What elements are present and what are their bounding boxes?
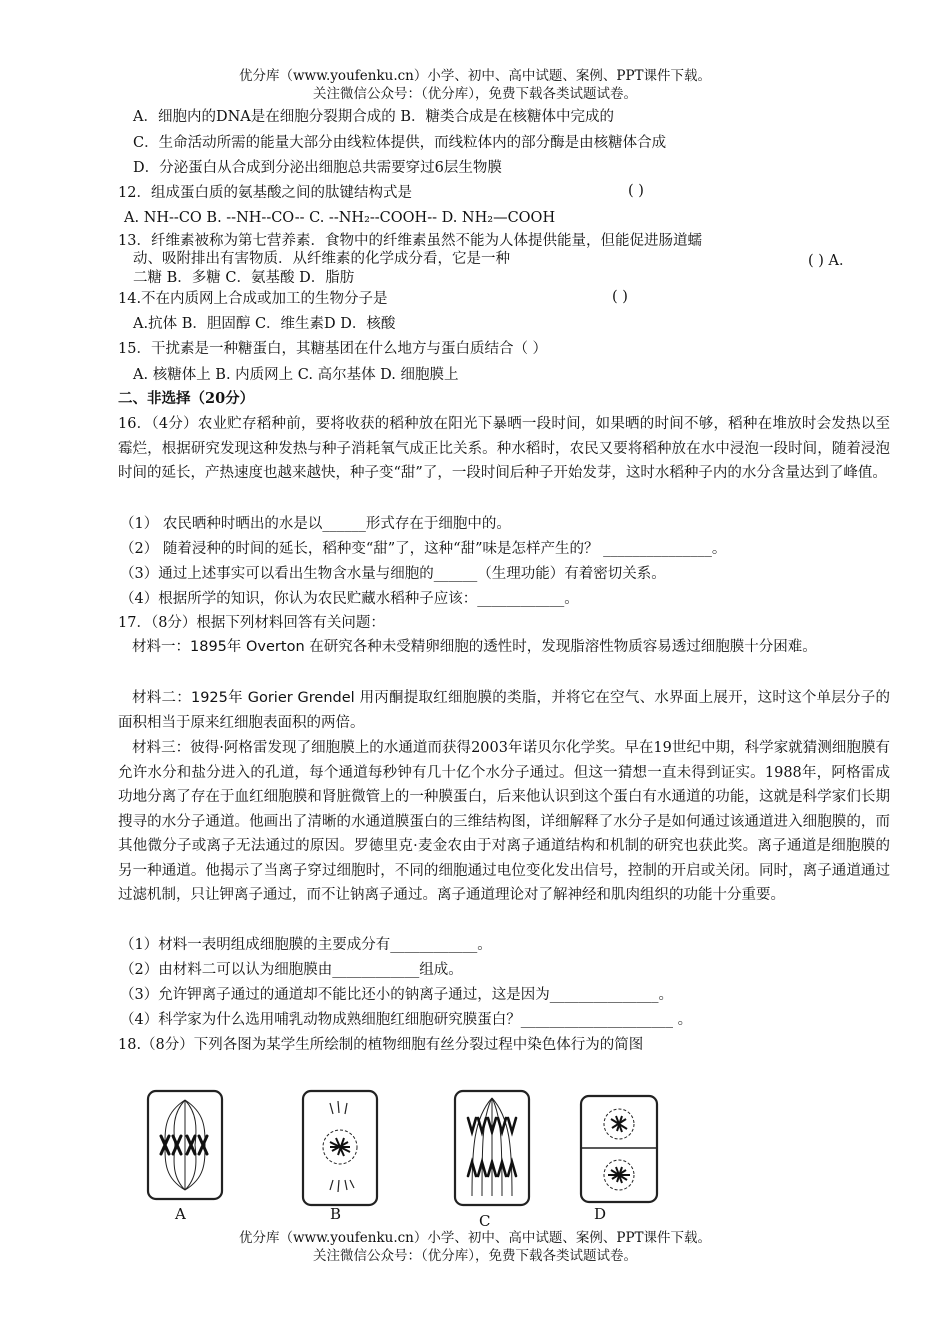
page-footer-line2: 关注微信公众号：（优分库），免费下载各类试题试卷。 xyxy=(313,1248,637,1264)
q12-stem: 12．组成蛋白质的氨基酸之间的肽键结构式是 xyxy=(118,185,412,201)
section-title-nonchoice: 二、非选择（20分） xyxy=(118,390,255,407)
q14-answer-paren: ( ) xyxy=(612,289,628,305)
q14-options: A.抗体 B．胆固醇 C．维生素D D．核酸 xyxy=(133,316,396,332)
q16-subquestion-2: （2） 随着浸种的时间的延长，稻种变“甜”了，这种“甜”味是怎样产生的？ _______________。 xyxy=(120,541,727,557)
q16-stem: 16．（4分）农业贮存稻种前，要将收获的稻种放在阳光下暴晒一段时间，如果晒的时间不够，稻种在堆放时会发热以至霉烂，根据研究发现这种发热与种子消耗氧气成正比关系。种水稻时，农民又要将稻种放在水中浸泡一段时间，随着浸泡时间的延长，产热速度也越来越快，种子变“甜”了，一段时间后种子开始发芽，这时水稻种子内的水分含量达到了峰值。 xyxy=(118,416,890,481)
q17-material-1-prefix: 材料一： xyxy=(132,639,190,655)
q12-options: A. NH--CO B. --NH--CO-- C. --NH₂--COOH-- D. NH₂—COOH xyxy=(124,210,556,226)
q13-answer-paren: ( ) A． xyxy=(808,253,854,269)
q17-material-2-prefix: 材料二： xyxy=(132,690,191,706)
q16-subquestion-3: （3）通过上述事实可以看出生物含水量与细胞的______（生理功能）有着密切关系。 xyxy=(120,566,666,582)
figure-cell-d xyxy=(578,1093,660,1205)
q17-material-2 xyxy=(118,686,890,735)
figure-label-b: B xyxy=(330,1205,342,1223)
q17-material-2-year: 1925 xyxy=(190,690,228,706)
figure-cell-b xyxy=(300,1088,380,1208)
q13-stem-line2: 动、吸附排出有害物质．从纤维素的化学成分看，它是一种 xyxy=(133,251,510,267)
q17-material-1 xyxy=(118,635,890,660)
figure-label-c: C xyxy=(479,1212,491,1230)
q15-options: A. 核糖体上 B. 内质网上 C. 高尔基体 D. 细胞膜上 xyxy=(133,367,459,383)
q18-stem: 18.（8分）下列各图为某学生所绘制的植物细胞有丝分裂过程中染色体行为的简图 xyxy=(118,1037,644,1053)
figure-cell-a xyxy=(145,1088,225,1203)
page-header-line1: 优分库（www.youfenku.cn）小学、初中、高中试题、案例、PPT课件下载。 xyxy=(238,68,712,84)
q11-option-ab: A．细胞内的DNA是在细胞分裂期合成的 B．糖类合成是在核糖体中完成的 xyxy=(133,109,615,125)
q13-stem-line1: 13．纤维素被称为第七营养素．食物中的纤维素虽然不能为人体提供能量，但能促进肠道蠕 xyxy=(118,233,702,249)
q17-material-1-year: 1895 xyxy=(190,639,227,655)
page-footer-line1: 优分库（www.youfenku.cn）小学、初中、高中试题、案例、PPT课件下载。 xyxy=(238,1230,712,1246)
q17-material-1-scientist: Overton xyxy=(246,639,305,655)
q15-stem: 15．干扰素是一种糖蛋白，其糖基团在什么地方与蛋白质结合（ ） xyxy=(118,341,548,357)
q14-stem: 14.不在内质网上合成或加工的生物分子是 xyxy=(118,291,388,307)
figure-label-d: D xyxy=(594,1205,607,1223)
q17-material-1-text: 在研究各种未受精卵细胞的透性时，发现脂溶性物质容易透过细胞膜十分困难。 xyxy=(309,639,817,655)
q16-subquestion-1: （1） 农民晒种时晒出的水是以______形式存在于细胞中的。 xyxy=(120,516,511,532)
page-header-line2: 关注微信公众号：（优分库），免费下载各类试题试卷。 xyxy=(313,86,637,102)
q17-stem: 17．（8分）根据下列材料回答有关问题： xyxy=(118,615,385,631)
figure-label-a: A xyxy=(175,1205,186,1223)
q17-subquestion-2: （2）由材料二可以认为细胞膜由____________组成。 xyxy=(120,962,463,978)
q13-options: 二糖 B．多糖 C．氨基酸 D．脂肪 xyxy=(133,270,355,286)
q17-material-2-text: 用丙酮提取红细胞膜的类脂，并将它在空气、水界面上展开，这时这个单层分子的面积相当于原来红细胞表面积的两倍。 xyxy=(118,690,891,731)
q11-option-c: C．生命活动所需的能量大部分由线粒体提供，而线粒体内的部分酶是由核糖体合成 xyxy=(133,135,667,151)
q17-subquestion-3: （3）允许钾离子通过的通道却不能比还小的钠离子通过，这是因为_______________。 xyxy=(120,987,673,1003)
q17-material-1-year-suffix: 年 xyxy=(226,639,242,655)
q16-subquestion-4: （4）根据所学的知识，你认为农民贮藏水稻种子应该：____________。 xyxy=(120,591,579,607)
q11-option-d: D．分泌蛋白从合成到分泌出细胞总共需要穿过6层生物膜 xyxy=(133,160,502,176)
q17-material-2-scientist: Gorier Grendel xyxy=(247,690,355,706)
q12-answer-paren: ( ) xyxy=(628,183,644,199)
q17-material-3: 材料三：彼得·阿格雷发现了细胞膜上的水通道而获得2003年诺贝尔化学奖。早在19世纪中期，科学家就猜测细胞膜有允许水分和盐分进入的孔道，每个通道每秒钟有几十亿个水分子通过。但这一猜想一直未得到证实。1988年，阿格雷成功地分离了存在于血红细胞膜和肾脏微管上的一种膜蛋白，后来他认识到这个蛋白有水通道的功能，这就是科学家们长期搜寻的水分子通道。他画出了清晰的水通道膜蛋白的三维结构图，详细解释了水分子是如何通过该通道进入细胞膜的，而其他微分子或离子无法通过的原因。罗德里克·麦金农由于对离子通道结构和机制的研究也获此奖。离子通道是细胞膜的另一种通道。他揭示了当离子穿过细胞时，不同的细胞通过电位变化发出信号，控制的开启或关闭。同时，离子通道通过过滤机制，只让钾离子通过，而不让钠离子通过。离子通道理论对了解神经和肌肉组织的功能十分重要。 xyxy=(118,740,890,903)
q17-subquestion-4: （4）科学家为什么选用哺乳动物成熟细胞红细胞研究膜蛋白？_____________________ 。 xyxy=(120,1012,693,1028)
q17-subquestion-1: （1）材料一表明组成细胞膜的主要成分有____________。 xyxy=(120,937,492,953)
figure-cell-c xyxy=(452,1088,532,1208)
q17-material-2-year-suffix: 年 xyxy=(227,690,243,706)
